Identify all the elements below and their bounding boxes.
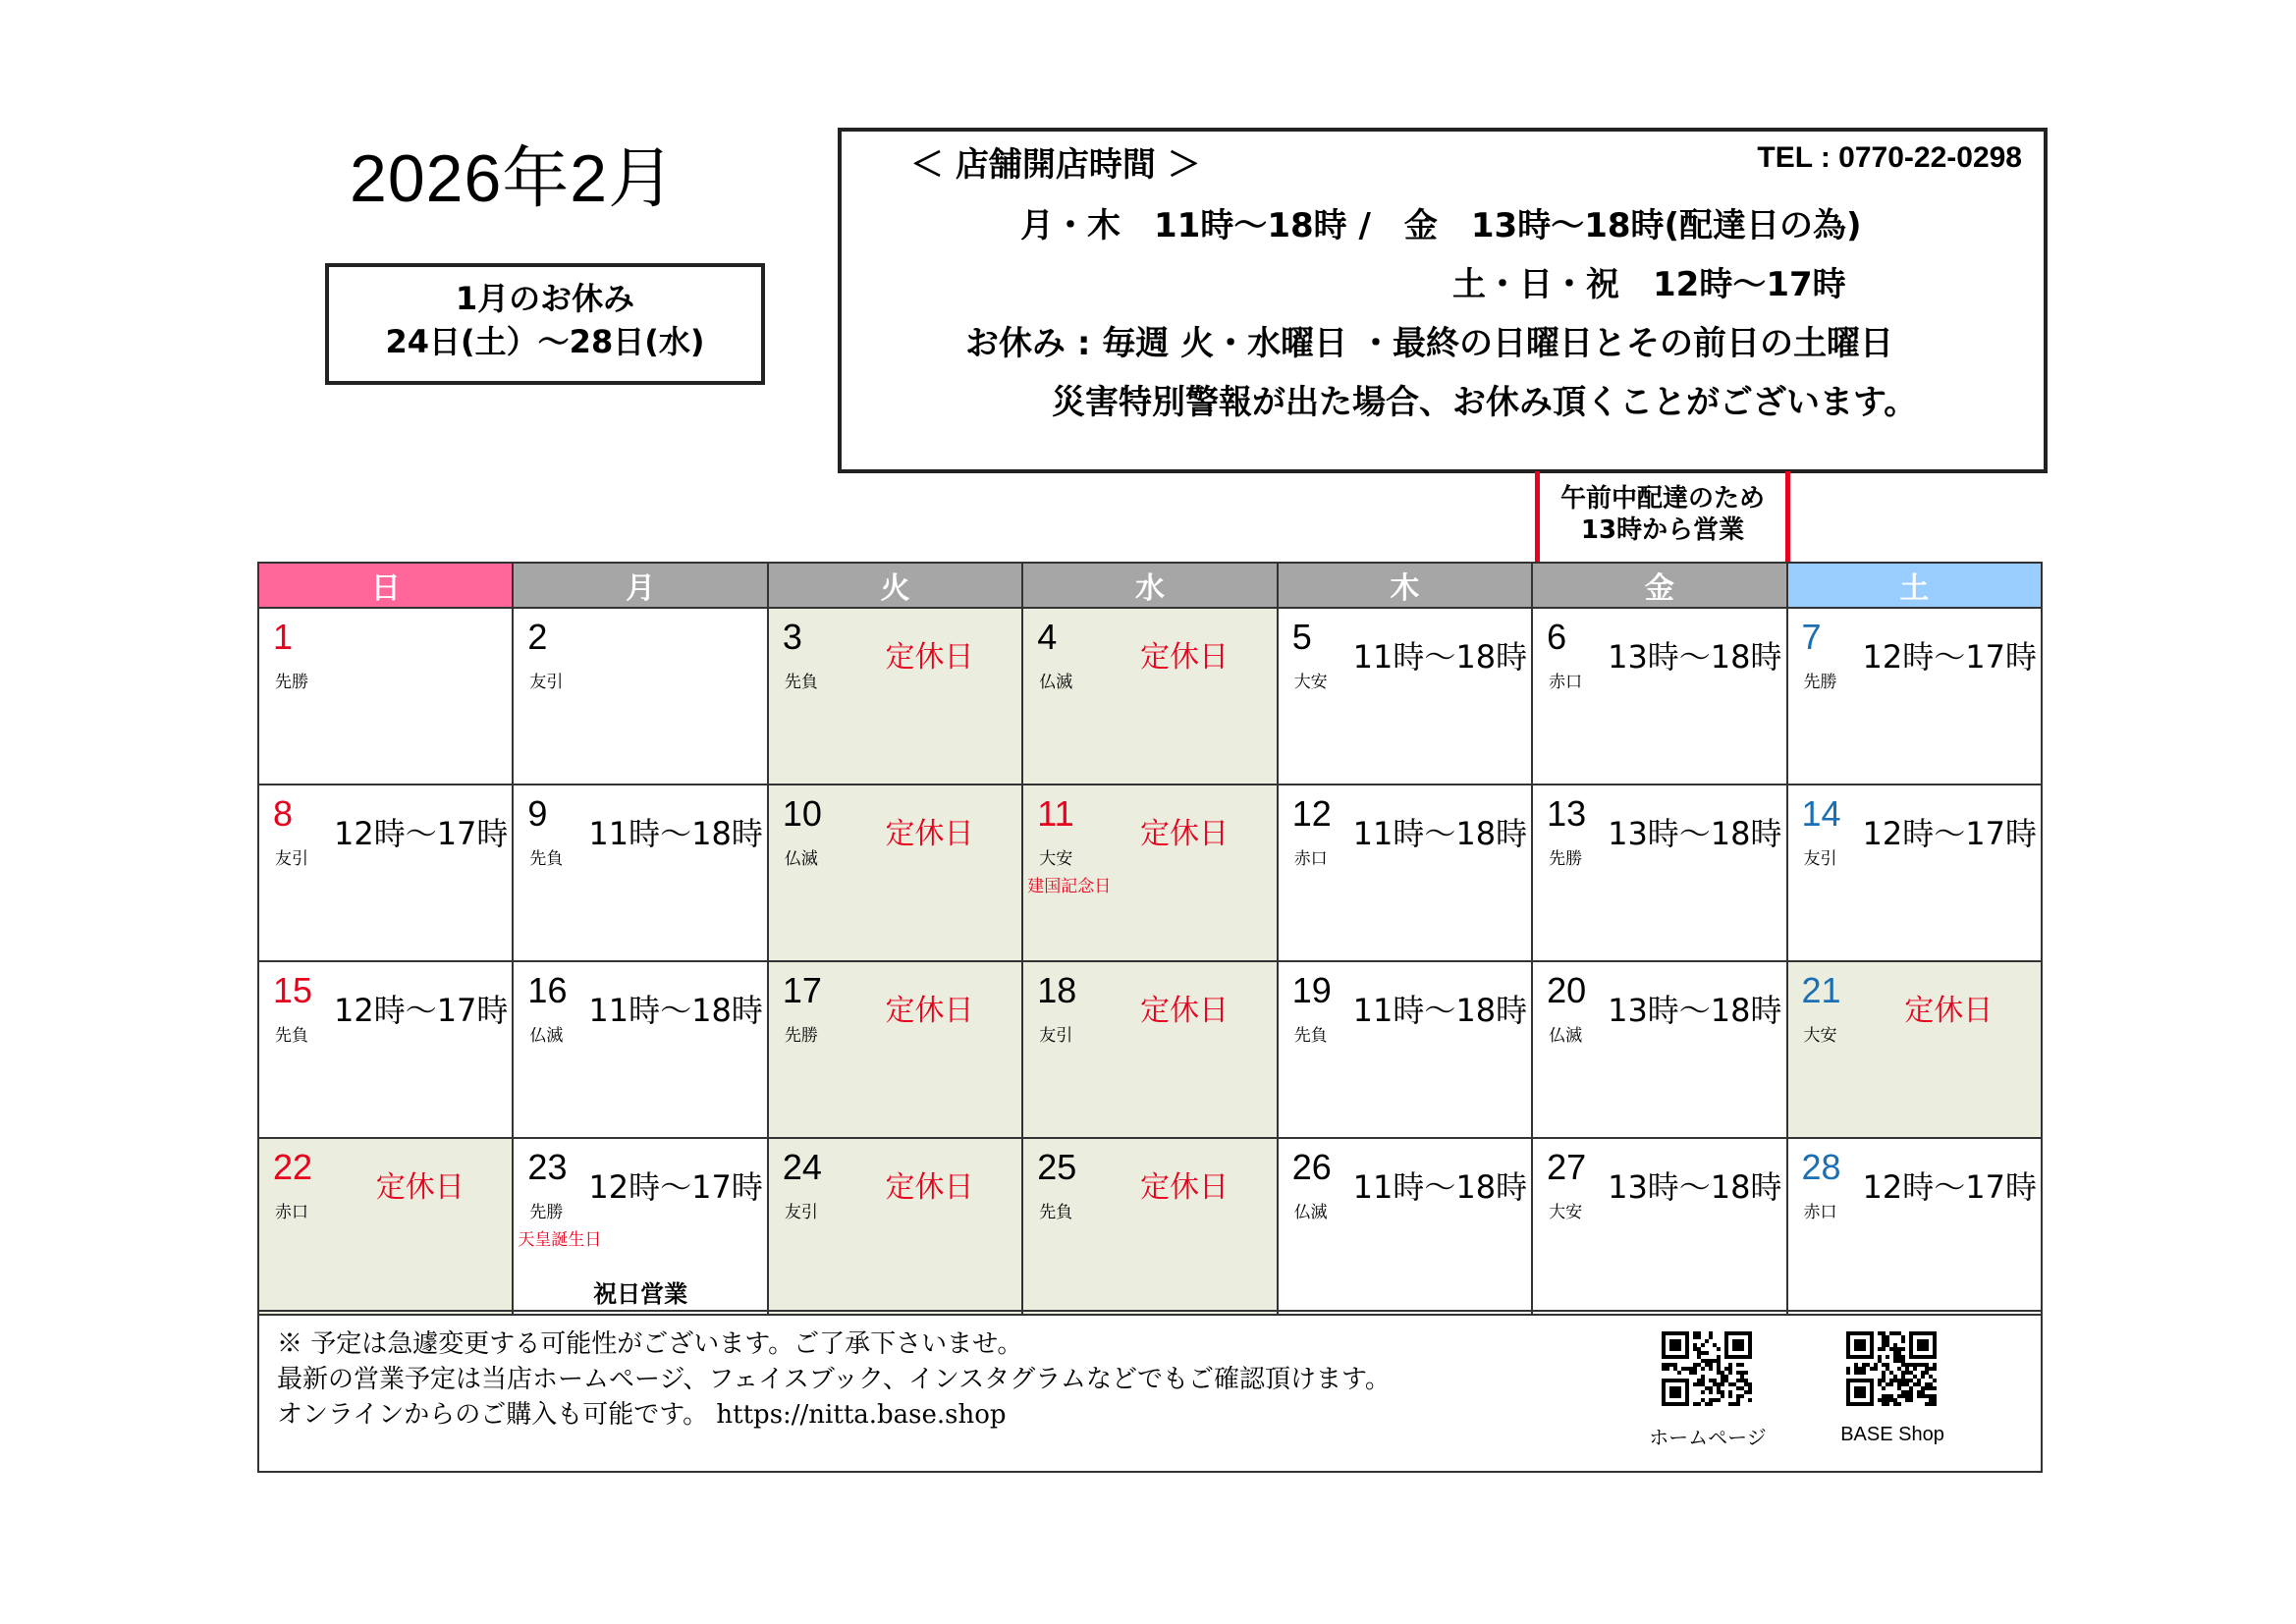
day-number: 14 [1801,793,1841,834]
regular-closing-days: お休み : 毎週 火・水曜日 ・最終の日曜日とその前日の土曜日 [965,324,1893,363]
day-number: 25 [1037,1147,1077,1187]
opening-hours: 12時～17時 [1862,1168,2037,1206]
calendar-day-cell-thu [1278,1138,1532,1315]
closed-day-label: 定休日 [1139,640,1229,675]
calendar-day-cell-wed [1022,961,1277,1138]
calendar-day-cell-sun [258,608,513,785]
day-number: 8 [273,793,294,834]
calendar-day-cell-sun [258,1138,513,1315]
rokuyo-label: 先勝 [1549,849,1583,869]
rokuyo-label: 大安 [1039,849,1073,869]
opening-hours: 12時～17時 [333,815,509,852]
base-shop-qr-label: BASE Shop [1840,1424,1944,1445]
rokuyo-label: 大安 [1803,1026,1837,1046]
calendar-day-cell-wed [1022,1138,1277,1315]
notes-box [257,1310,2043,1473]
opening-hours: 11時～18時 [588,992,763,1029]
calendar-day-cell-sun [258,785,513,961]
notes-line1: ※ 予定は急遽変更する可能性がございます。ご了承下さいませ。 [277,1329,1023,1359]
january-holiday-heading: 1月のお休み [455,280,635,317]
rokuyo-label: 大安 [1549,1203,1583,1222]
weekday-header-wed: 水 [1022,563,1277,608]
opening-hours: 13時～18時 [1608,1168,1782,1206]
day-number: 19 [1291,970,1332,1010]
day-number: 24 [782,1147,822,1187]
day-number: 4 [1037,617,1058,657]
closed-day-label: 定休日 [885,994,974,1028]
rokuyo-label: 友引 [784,1203,818,1222]
rokuyo-label: 大安 [1293,673,1328,692]
january-holiday-box [325,263,765,385]
rokuyo-label: 仏滅 [784,849,818,869]
day-number: 5 [1291,617,1312,657]
closed-day-label: 定休日 [1904,994,1994,1028]
weekday-header-thu: 木 [1278,563,1532,608]
day-number: 18 [1037,970,1077,1010]
day-number: 6 [1547,617,1567,657]
calendar-week-row [258,961,2042,1138]
rokuyo-label: 赤口 [1549,673,1583,692]
day-number: 27 [1547,1147,1587,1187]
day-number: 17 [782,970,822,1010]
rokuyo-label: 友引 [529,673,564,692]
rokuyo-label: 赤口 [275,1203,308,1222]
holiday-name: 天皇誕生日 [518,1230,602,1250]
calendar-day-cell-wed [1022,608,1277,785]
notes-line2: 最新の営業予定は当店ホームページ、フェイスブック、インスタグラムなどでもご確認頂けます。 [277,1365,1391,1394]
calendar-day-cell-wed [1022,785,1277,961]
rokuyo-label: 友引 [1039,1026,1073,1046]
calendar-day-cell-sat [1787,1138,2042,1315]
rokuyo-label: 仏滅 [1549,1026,1583,1046]
rokuyo-label: 先負 [529,849,564,869]
closed-day-label: 定休日 [1139,994,1229,1028]
opening-hours: 12時～17時 [1862,638,2037,676]
day-number: 10 [782,793,822,834]
delivery-note [1535,471,1790,564]
homepage-qr-icon[interactable] [1662,1331,1752,1406]
telephone: TEL : 0770-22-0298 [1757,141,2022,174]
day-number: 20 [1547,970,1587,1010]
day-number: 16 [527,970,568,1010]
weekday-header-fri: 金 [1532,563,1786,608]
calendar-day-cell-fri [1532,961,1786,1138]
calendar-day-cell-tue [768,961,1022,1138]
calendar-day-cell-sat [1787,785,2042,961]
calendar-day-cell-thu [1278,608,1532,785]
homepage-qr-label: ホームページ [1649,1426,1767,1449]
rokuyo-label: 先負 [1293,1026,1328,1046]
calendar-day-cell-sat [1787,608,2042,785]
page-title: 2026年2月 [350,141,677,216]
calendar-week-row [258,785,2042,961]
calendar-day-cell-sat [1787,961,2042,1138]
weekday-header-mon: 月 [513,563,767,608]
opening-hours: 11時～18時 [1352,992,1528,1029]
rokuyo-label: 赤口 [1293,849,1328,869]
closed-day-label: 定休日 [885,817,974,851]
rokuyo-label: 仏滅 [529,1026,564,1046]
calendar-day-cell-fri [1532,608,1786,785]
calendar-day-cell-mon [513,608,767,785]
opening-hours: 12時～17時 [1862,815,2037,852]
day-number: 13 [1547,793,1587,834]
opening-hours: 11時～18時 [1352,638,1528,676]
rokuyo-label: 仏滅 [1039,673,1073,692]
base-shop-qr-icon[interactable] [1846,1331,1937,1406]
weekday-header-tue: 火 [768,563,1022,608]
day-number: 21 [1801,970,1841,1010]
calendar-day-cell-tue [768,1138,1022,1315]
calendar-day-cell-tue [768,785,1022,961]
day-number: 28 [1801,1147,1841,1187]
closed-day-label: 定休日 [885,640,974,675]
opening-hours: 12時～17時 [333,992,509,1029]
rokuyo-label: 先負 [275,1026,308,1046]
day-number: 26 [1291,1147,1332,1187]
rokuyo-label: 先勝 [784,1026,818,1046]
opening-hours: 11時～18時 [1352,815,1528,852]
notes-line3: オンラインからのご購入も可能です。 https://nitta.base.shop [277,1400,1007,1430]
holiday-name: 建国記念日 [1027,877,1112,896]
holiday-open-note: 祝日営業 [593,1280,688,1308]
rokuyo-label: 友引 [275,849,308,869]
day-number: 2 [527,617,548,657]
opening-hours: 13時～18時 [1608,638,1782,676]
delivery-note-line2: 13時から営業 [1580,515,1745,545]
closed-day-label: 定休日 [1139,1170,1229,1205]
day-number: 7 [1801,617,1822,657]
weekday-header-sun: 日 [258,563,513,608]
day-number: 15 [273,970,313,1010]
calendar-day-cell-thu [1278,961,1532,1138]
store-hours-heading: ＜ 店舗開店時間 ＞ [910,145,1201,185]
calendar-day-cell-tue [768,608,1022,785]
day-number: 9 [527,793,548,834]
opening-hours: 12時～17時 [588,1168,763,1206]
store-hours-box [838,128,2048,473]
rokuyo-label: 友引 [1803,849,1837,869]
opening-hours: 11時～18時 [1352,1168,1528,1206]
rokuyo-label: 先勝 [529,1203,564,1222]
rokuyo-label: 赤口 [1803,1203,1837,1222]
weekday-header-row [258,563,2042,608]
calendar-day-cell-sun [258,961,513,1138]
day-number: 1 [273,617,294,657]
day-number: 12 [1291,793,1332,834]
opening-hours: 13時～18時 [1608,815,1782,852]
opening-hours: 11時～18時 [588,815,763,852]
calendar-day-cell-fri [1532,785,1786,961]
delivery-note-line1: 午前中配達のため [1559,484,1765,514]
day-number: 11 [1037,793,1074,834]
opening-hours: 13時～18時 [1608,992,1782,1029]
rokuyo-label: 先負 [784,673,818,692]
weekday-hours: 月・木 11時～18時 / 金 13時～18時(配達日の為) [1020,206,1862,245]
weekday-header-sat: 土 [1787,563,2042,608]
day-number: 22 [273,1147,313,1187]
closed-day-label: 定休日 [375,1170,465,1205]
calendar-day-cell-mon [513,785,767,961]
rokuyo-label: 先勝 [1803,673,1837,692]
rokuyo-label: 先負 [1039,1203,1073,1222]
calendar-table [257,562,2043,1316]
calendar-day-cell-fri [1532,1138,1786,1315]
rokuyo-label: 仏滅 [1293,1203,1328,1222]
calendar-week-row [258,1138,2042,1315]
calendar-day-cell-mon [513,961,767,1138]
january-holiday-dates: 24日(土）～28日(水) [385,323,705,360]
calendar-week-row [258,608,2042,785]
calendar-day-cell-thu [1278,785,1532,961]
day-number: 3 [782,617,802,657]
closed-day-label: 定休日 [1139,817,1229,851]
calendar-day-cell-mon [513,1138,767,1315]
rokuyo-label: 先勝 [275,673,308,692]
day-number: 23 [527,1147,568,1187]
weekend-hours: 土・日・祝 12時～17時 [1452,265,1846,304]
disaster-notice: 災害特別警報が出た場合、お休み頂くことがございます。 [1052,383,1918,422]
closed-day-label: 定休日 [885,1170,974,1205]
